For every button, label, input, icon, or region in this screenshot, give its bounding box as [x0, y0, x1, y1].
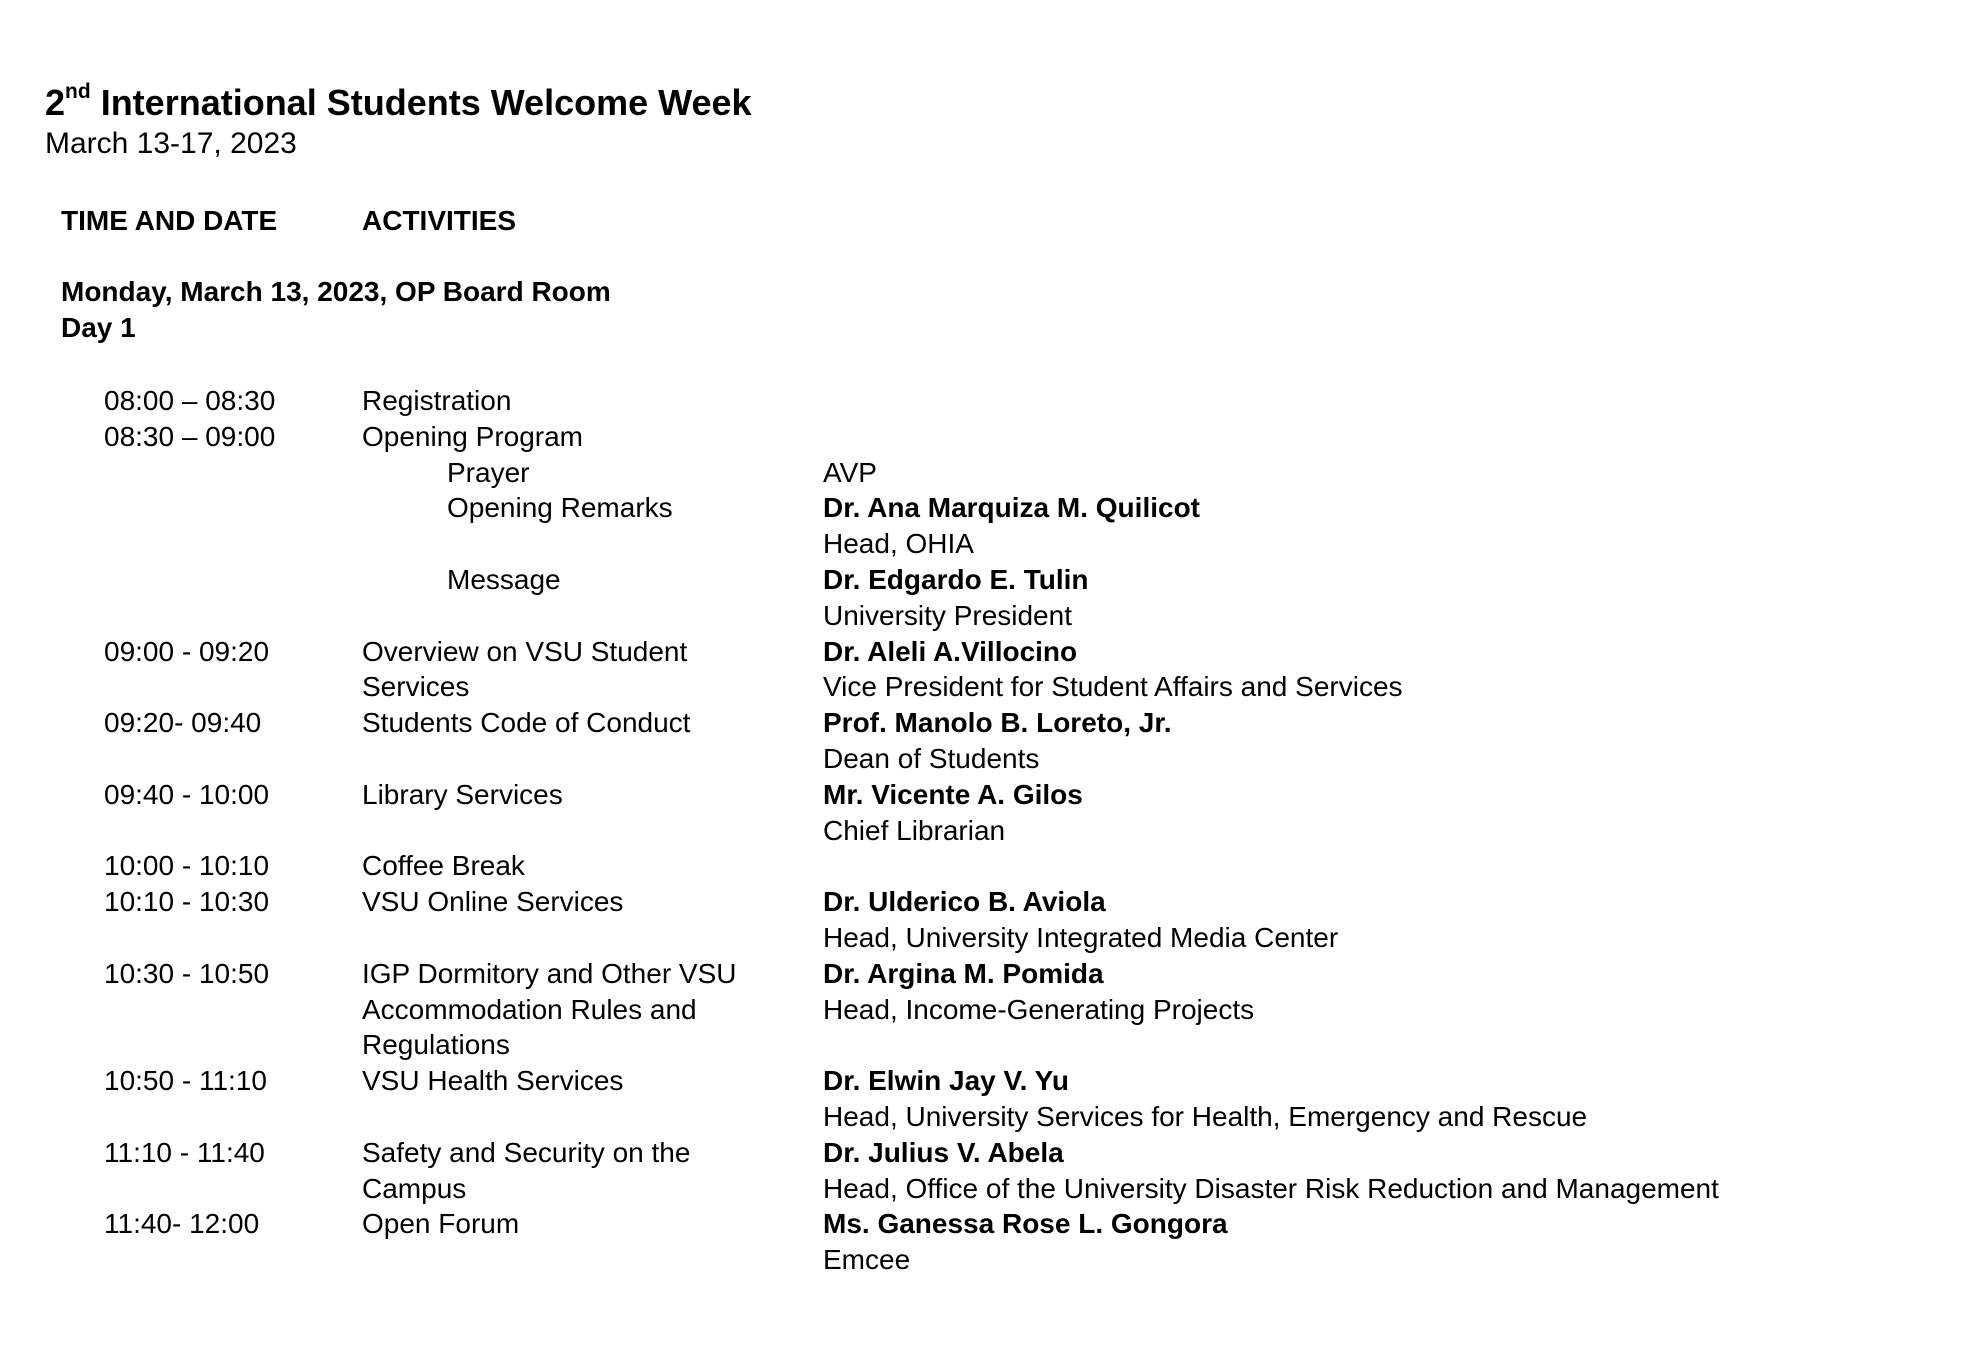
- speaker-role: Vice President for Student Affairs and Services: [823, 671, 1403, 703]
- speaker-name: Dr. Aleli A.Villocino: [823, 635, 1078, 667]
- schedule-item: [0, 1135, 1974, 1207]
- schedule-activity: Coffee Break: [362, 850, 525, 882]
- speaker-name: Dr. Elwin Jay V. Yu: [823, 1065, 1069, 1097]
- speaker: [823, 705, 1171, 777]
- speaker: [823, 777, 1083, 849]
- schedule-item: [0, 956, 1974, 1063]
- schedule-time: 08:00 – 08:30: [104, 385, 276, 416]
- schedule-item: [0, 884, 1974, 956]
- schedule-activity: VSU Online Services: [362, 886, 624, 918]
- speaker-name: Dr. Argina M. Pomida: [823, 957, 1104, 989]
- speaker: [823, 1206, 1228, 1278]
- speaker-role: Chief Librarian: [823, 814, 1006, 846]
- schedule-activity: Safety and Security on the Campus: [362, 1136, 691, 1204]
- day-heading: Monday, March 13, 2023, OP Board Room: [61, 276, 611, 307]
- schedule-item: [0, 705, 1974, 777]
- speaker-name: Dr. Julius V. Abela: [823, 1136, 1064, 1168]
- speaker-name: Dr. Ulderico B. Aviola: [823, 886, 1106, 918]
- schedule-time: 10:10 - 10:30: [104, 886, 270, 918]
- speaker: [823, 634, 1403, 706]
- speaker: [823, 1135, 1719, 1207]
- schedule-item: [0, 562, 1974, 634]
- schedule-item: [0, 490, 1974, 562]
- schedule-time: 09:20- 09:40: [104, 707, 262, 739]
- schedule-item: [0, 419, 1974, 455]
- speaker-name: Prof. Manolo B. Loreto, Jr.: [823, 707, 1172, 739]
- schedule-time: 09:00 - 09:20: [104, 635, 270, 667]
- title-prefix: 2: [45, 82, 66, 123]
- schedule-time: 10:30 - 10:50: [104, 957, 270, 989]
- speaker-role: Head, University Integrated Media Center: [823, 921, 1339, 953]
- column-header-time: TIME AND DATE: [61, 205, 278, 236]
- title-superscript: nd: [65, 80, 91, 103]
- speaker-role: Dean of Students: [823, 742, 1040, 774]
- speaker-role: Head, Office of the University Disaster Risk Reduction and Management: [823, 1172, 1719, 1204]
- day-label: Day 1: [61, 312, 136, 343]
- schedule-activity: Opening Program: [362, 420, 584, 452]
- speaker-role: Head, University Services for Health, Emergency and Rescue: [823, 1100, 1588, 1132]
- schedule-activity: Library Services: [362, 778, 563, 810]
- speaker-name: Dr. Ana Marquiza M. Quilicot: [823, 492, 1201, 524]
- schedule-item: [0, 383, 1974, 419]
- speaker-role: AVP: [823, 456, 877, 488]
- schedule-time: 11:40- 12:00: [104, 1208, 260, 1240]
- event-dates: March 13-17, 2023: [45, 127, 297, 160]
- schedule-activity: Registration: [362, 385, 512, 416]
- speaker-role: Head, OHIA: [823, 528, 974, 560]
- schedule-activity: Message: [447, 563, 561, 595]
- schedule-activity: Students Code of Conduct: [362, 707, 691, 739]
- speaker: [823, 562, 1089, 634]
- schedule-activity: Prayer: [447, 456, 530, 488]
- document-title: [45, 82, 752, 124]
- speaker-role: Emcee: [823, 1244, 911, 1276]
- schedule-item: [0, 777, 1974, 849]
- speaker: [823, 490, 1200, 562]
- schedule-item: [0, 1206, 1974, 1278]
- speaker-role: Head, Income-Generating Projects: [823, 993, 1255, 1025]
- speaker-name: Mr. Vicente A. Gilos: [823, 778, 1083, 810]
- speaker-role: University President: [823, 599, 1072, 631]
- speaker-name: Ms. Ganessa Rose L. Gongora: [823, 1208, 1228, 1240]
- schedule-activity: Opening Remarks: [447, 492, 673, 524]
- schedule-time: 09:40 - 10:00: [104, 778, 270, 810]
- speaker: [823, 455, 877, 491]
- schedule-time: 10:50 - 11:10: [104, 1065, 267, 1097]
- schedule-item: [0, 848, 1974, 884]
- speaker-name: Dr. Edgardo E. Tulin: [823, 563, 1089, 595]
- schedule-time: 11:10 - 11:40: [104, 1136, 265, 1168]
- schedule-activity: VSU Health Services: [362, 1065, 624, 1097]
- schedule-activity: IGP Dormitory and Other VSU Accommodation Rules and Regulations: [362, 957, 737, 1061]
- column-header-activities: ACTIVITIES: [362, 205, 517, 236]
- schedule-time: 08:30 – 09:00: [104, 420, 276, 452]
- schedule-item: [0, 634, 1974, 706]
- schedule-activity: Overview on VSU Student Services: [362, 635, 688, 703]
- schedule-list: [0, 383, 1974, 1278]
- title-rest: International Students Welcome Week: [90, 82, 752, 123]
- speaker: [823, 956, 1254, 1028]
- speaker: [823, 884, 1338, 956]
- speaker: [823, 1063, 1587, 1135]
- schedule-time: 10:00 - 10:10: [104, 850, 270, 882]
- schedule-activity: Open Forum: [362, 1208, 520, 1240]
- schedule-item: [0, 455, 1974, 491]
- schedule-item: [0, 1063, 1974, 1135]
